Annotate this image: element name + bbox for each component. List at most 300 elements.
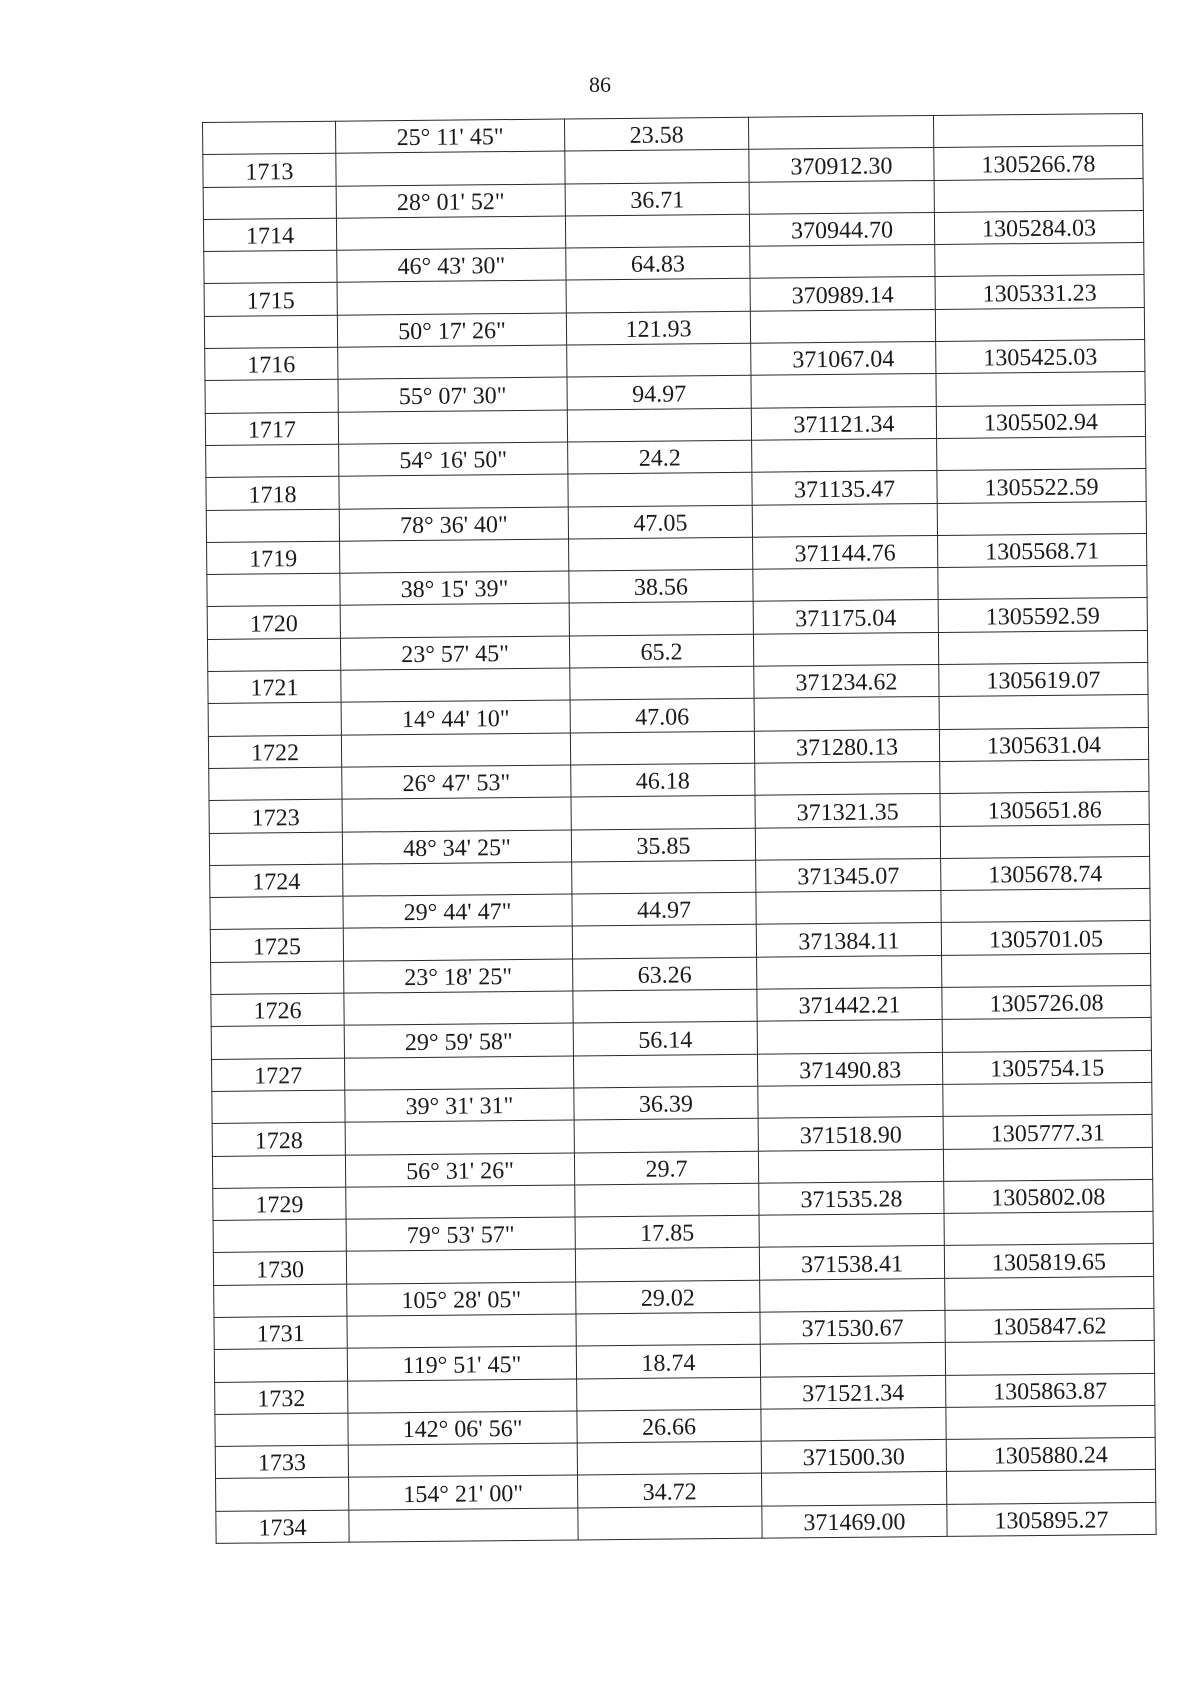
northing-cell xyxy=(753,535,938,569)
easting-cell-text: 1305619.07 xyxy=(986,667,1101,695)
northing-cell xyxy=(756,923,941,957)
distance-cell-text: 38.56 xyxy=(633,574,689,602)
easting-cell-text: 1305819.65 xyxy=(991,1249,1107,1277)
point-cell-text: 1717 xyxy=(247,417,297,444)
northing-cell xyxy=(757,1052,942,1086)
point-cell xyxy=(208,670,341,704)
easting-cell-text: 1305651.86 xyxy=(987,796,1102,825)
bearing-cell-text: 54° 16' 50" xyxy=(399,447,508,475)
bearing-cell xyxy=(341,733,570,767)
northing-cell xyxy=(754,664,939,698)
point-cell xyxy=(205,412,338,446)
easting-cell xyxy=(935,307,1144,341)
point-cell xyxy=(212,1122,345,1156)
point-cell xyxy=(204,283,337,317)
bearing-cell xyxy=(340,636,569,670)
bearing-cell xyxy=(338,377,567,411)
northing-cell xyxy=(760,1278,945,1312)
easting-cell xyxy=(937,436,1146,470)
bearing-cell xyxy=(343,862,572,896)
easting-cell xyxy=(942,1018,1151,1052)
distance-cell-text: 44.97 xyxy=(636,897,692,925)
northing-cell xyxy=(759,1181,944,1215)
distance-cell xyxy=(573,989,757,1023)
point-cell-text: 1730 xyxy=(255,1256,305,1284)
point-cell xyxy=(207,638,340,672)
northing-cell-text: 371144.76 xyxy=(794,540,896,568)
bearing-cell xyxy=(343,894,572,928)
distance-cell xyxy=(566,311,750,345)
easting-cell-text: 1305777.31 xyxy=(990,1119,1105,1147)
northing-cell xyxy=(750,245,935,279)
distance-cell-text: 29.7 xyxy=(645,1156,688,1183)
distance-cell xyxy=(567,376,751,410)
easting-cell xyxy=(941,889,1150,923)
northing-cell xyxy=(762,1504,947,1538)
easting-cell xyxy=(945,1341,1154,1375)
bearing-cell xyxy=(343,926,572,960)
distance-cell-text: 34.72 xyxy=(642,1479,697,1506)
easting-cell xyxy=(935,275,1144,309)
northing-cell xyxy=(752,503,937,537)
bearing-cell-text: 38° 15' 39" xyxy=(400,576,509,604)
distance-cell-text: 63.26 xyxy=(637,962,692,989)
northing-cell-text: 371135.47 xyxy=(793,475,896,503)
bearing-cell xyxy=(346,1185,575,1219)
distance-cell xyxy=(575,1183,759,1217)
bearing-cell-text: 142° 06' 56" xyxy=(402,1416,523,1444)
northing-cell xyxy=(751,342,936,376)
northing-cell-text: 371538.41 xyxy=(800,1251,904,1278)
point-cell xyxy=(205,347,338,381)
point-cell-text: 1720 xyxy=(249,610,298,638)
bearing-cell xyxy=(346,1217,575,1251)
northing-cell-text: 370989.14 xyxy=(791,282,894,310)
easting-cell xyxy=(944,1212,1153,1246)
easting-cell-text: 1305754.15 xyxy=(990,1055,1105,1083)
point-cell xyxy=(210,864,343,898)
bearing-cell xyxy=(340,571,569,605)
point-cell xyxy=(206,509,339,543)
bearing-cell-text: 78° 36' 40" xyxy=(399,511,508,539)
easting-cell xyxy=(946,1470,1155,1504)
northing-cell xyxy=(761,1375,946,1409)
northing-cell xyxy=(760,1343,945,1377)
distance-cell xyxy=(572,925,756,959)
bearing-cell xyxy=(337,313,566,347)
easting-cell xyxy=(938,566,1147,600)
point-cell-text: 1726 xyxy=(253,998,302,1025)
point-cell-text: 1713 xyxy=(245,158,294,186)
easting-cell xyxy=(934,146,1143,180)
point-cell xyxy=(203,186,336,220)
easting-cell xyxy=(938,598,1147,632)
point-cell xyxy=(207,573,340,607)
bearing-cell xyxy=(342,765,571,799)
easting-cell-text: 1305726.08 xyxy=(989,990,1104,1018)
easting-cell xyxy=(945,1276,1154,1310)
point-cell xyxy=(209,799,342,833)
point-cell xyxy=(211,961,344,995)
point-cell-text: 1731 xyxy=(256,1321,305,1348)
distance-cell-text: 29.02 xyxy=(640,1285,695,1312)
distance-cell xyxy=(568,473,752,507)
point-cell xyxy=(214,1348,347,1382)
northing-cell xyxy=(751,406,936,440)
bearing-cell xyxy=(345,1120,574,1154)
point-cell xyxy=(203,121,336,155)
easting-cell xyxy=(933,113,1142,147)
easting-cell-text: 1305678.74 xyxy=(988,861,1103,889)
northing-cell xyxy=(758,1117,943,1151)
bearing-cell xyxy=(339,474,568,508)
easting-cell-text: 1305802.08 xyxy=(991,1184,1106,1212)
easting-cell-text: 1305847.62 xyxy=(992,1313,1107,1341)
point-cell xyxy=(211,1025,344,1059)
bearing-cell xyxy=(348,1379,577,1413)
distance-cell xyxy=(564,117,748,151)
point-cell xyxy=(216,1478,349,1512)
bearing-cell-text: 39° 31' 31" xyxy=(405,1093,514,1121)
point-cell xyxy=(215,1381,348,1415)
distance-cell xyxy=(567,408,751,442)
bearing-cell-text: 23° 57' 45" xyxy=(401,641,510,669)
northing-cell xyxy=(758,1084,943,1118)
northing-cell-text: 371280.13 xyxy=(795,734,899,762)
easting-cell xyxy=(944,1179,1153,1213)
distance-cell xyxy=(576,1344,760,1378)
northing-cell xyxy=(759,1246,944,1280)
distance-cell-text: 36.39 xyxy=(638,1091,694,1119)
easting-cell xyxy=(938,533,1147,567)
bearing-cell xyxy=(340,539,569,573)
easting-cell xyxy=(942,1050,1151,1084)
bearing-cell xyxy=(335,119,564,153)
easting-cell-text: 1305568.71 xyxy=(985,538,1100,566)
point-cell xyxy=(209,767,342,801)
bearing-cell xyxy=(336,216,565,250)
point-cell xyxy=(208,703,341,737)
bearing-cell-text: 14° 44' 10" xyxy=(401,705,510,733)
distance-cell xyxy=(575,1248,759,1282)
bearing-cell-text: 50° 17' 26" xyxy=(398,318,507,346)
distance-cell xyxy=(574,1151,758,1185)
northing-cell xyxy=(752,471,937,505)
distance-cell xyxy=(570,699,754,733)
northing-cell xyxy=(749,148,934,182)
easting-cell xyxy=(947,1502,1156,1536)
easting-cell-text: 1305502.94 xyxy=(983,409,1099,437)
northing-cell xyxy=(762,1472,947,1506)
northing-cell xyxy=(755,826,940,860)
distance-cell-text: 47.05 xyxy=(633,510,688,537)
point-cell-text: 1721 xyxy=(250,675,299,702)
easting-cell xyxy=(939,695,1148,729)
easting-cell xyxy=(943,1147,1152,1181)
northing-cell-text: 371321.35 xyxy=(796,798,899,826)
northing-cell xyxy=(757,1020,942,1054)
point-cell-text: 1716 xyxy=(247,352,296,379)
northing-cell xyxy=(756,891,941,925)
northing-cell xyxy=(758,1149,943,1183)
easting-cell-text: 1305895.27 xyxy=(994,1507,1109,1535)
northing-cell xyxy=(748,115,933,149)
northing-cell xyxy=(759,1214,944,1248)
distance-cell xyxy=(575,1215,759,1249)
northing-cell xyxy=(754,697,939,731)
easting-cell xyxy=(934,178,1143,212)
point-cell xyxy=(214,1284,347,1318)
bearing-cell xyxy=(342,830,571,864)
point-cell xyxy=(208,735,341,769)
easting-cell-text: 1305863.87 xyxy=(993,1378,1108,1406)
point-cell-text: 1733 xyxy=(257,1450,307,1477)
distance-cell xyxy=(577,1377,761,1411)
northing-cell xyxy=(751,374,936,408)
easting-cell-text: 1305880.24 xyxy=(993,1442,1108,1470)
easting-cell xyxy=(946,1405,1155,1439)
easting-cell-text: 1305284.03 xyxy=(981,215,1097,243)
easting-cell-text: 1305701.05 xyxy=(988,926,1104,954)
distance-cell xyxy=(571,795,755,829)
easting-cell xyxy=(941,921,1150,955)
distance-cell xyxy=(576,1312,760,1346)
distance-cell-text: 36.71 xyxy=(630,187,685,214)
point-cell xyxy=(213,1252,346,1286)
point-cell xyxy=(209,832,342,866)
point-cell xyxy=(207,541,340,575)
distance-cell xyxy=(574,1118,758,1152)
northing-cell xyxy=(755,794,940,828)
point-cell xyxy=(215,1445,348,1479)
point-cell-text: 1714 xyxy=(245,223,295,250)
bearing-cell xyxy=(337,248,566,282)
point-cell xyxy=(212,1090,345,1124)
bearing-cell xyxy=(347,1346,576,1380)
bearing-cell-text: 29° 44' 47" xyxy=(403,899,512,927)
distance-cell xyxy=(569,602,753,636)
point-cell-text: 1732 xyxy=(257,1385,306,1413)
point-cell xyxy=(216,1510,349,1544)
northing-cell-text: 371535.28 xyxy=(800,1186,903,1214)
point-cell-text: 1724 xyxy=(252,869,301,896)
distance-cell xyxy=(567,343,751,377)
easting-cell-text: 1305331.23 xyxy=(982,280,1097,308)
point-cell xyxy=(203,154,336,188)
point-cell xyxy=(204,250,337,284)
distance-cell xyxy=(565,150,749,184)
northing-cell-text: 371175.04 xyxy=(795,605,897,633)
bearing-cell xyxy=(347,1314,576,1348)
easting-cell xyxy=(943,1115,1152,1149)
northing-cell xyxy=(761,1407,946,1441)
northing-cell-text: 371234.62 xyxy=(795,669,898,697)
point-cell-text: 1715 xyxy=(246,287,295,315)
bearing-cell-text: 23° 18' 25" xyxy=(404,964,513,992)
distance-cell xyxy=(577,1409,761,1443)
distance-cell xyxy=(566,279,750,313)
bearing-cell xyxy=(336,151,565,185)
point-cell xyxy=(213,1187,346,1221)
distance-cell xyxy=(572,860,756,894)
point-cell-text: 1727 xyxy=(254,1062,303,1090)
distance-cell-text: 56.14 xyxy=(638,1026,693,1054)
northing-cell-text: 371384.11 xyxy=(798,928,900,956)
easting-cell xyxy=(946,1438,1155,1472)
distance-cell-text: 23.58 xyxy=(629,122,684,150)
point-cell xyxy=(211,1058,344,1092)
bearing-cell xyxy=(337,280,566,314)
northing-cell-text: 370944.70 xyxy=(790,217,894,245)
bearing-cell-text: 105° 28' 05" xyxy=(401,1286,522,1315)
point-cell-text: 1719 xyxy=(249,546,298,573)
easting-cell-text: 1305592.59 xyxy=(985,603,1100,631)
survey-coordinates-table xyxy=(202,113,1157,1544)
point-cell xyxy=(210,896,343,930)
bearing-cell xyxy=(344,1023,573,1057)
point-cell xyxy=(212,1155,345,1189)
northing-cell xyxy=(750,277,935,311)
bearing-cell-text: 119° 51' 45" xyxy=(402,1351,522,1379)
easting-cell-text: 1305522.59 xyxy=(984,473,1099,502)
distance-cell xyxy=(568,440,752,474)
distance-cell xyxy=(573,957,757,991)
northing-cell-text: 370912.30 xyxy=(790,152,893,180)
northing-cell-text: 371469.00 xyxy=(803,1509,906,1537)
easting-cell xyxy=(939,727,1148,761)
bearing-cell-text: 56° 31' 26" xyxy=(406,1157,515,1185)
easting-cell xyxy=(936,340,1145,374)
easting-cell xyxy=(935,243,1144,277)
bearing-cell xyxy=(344,959,573,993)
bearing-cell xyxy=(347,1282,576,1316)
distance-cell xyxy=(573,1054,757,1088)
northing-cell xyxy=(756,858,941,892)
easting-cell xyxy=(940,759,1149,793)
distance-cell-text: 94.97 xyxy=(632,381,687,408)
bearing-cell xyxy=(349,1475,578,1509)
easting-cell xyxy=(941,856,1150,890)
bearing-cell xyxy=(345,1152,574,1186)
northing-cell-text: 371521.34 xyxy=(802,1380,905,1408)
distance-cell xyxy=(569,537,753,571)
northing-cell xyxy=(749,212,934,246)
point-cell-text: 1728 xyxy=(254,1127,303,1155)
distance-cell xyxy=(571,763,755,797)
point-cell xyxy=(204,315,337,349)
table-body xyxy=(203,113,1157,1543)
bearing-cell xyxy=(348,1411,577,1445)
point-cell-text: 1729 xyxy=(255,1192,304,1219)
distance-cell-text: 17.85 xyxy=(640,1220,695,1248)
easting-cell xyxy=(940,824,1149,858)
bearing-cell xyxy=(349,1508,578,1542)
easting-cell xyxy=(937,501,1146,535)
northing-cell-text: 371345.07 xyxy=(797,863,900,891)
northing-cell-text: 371500.30 xyxy=(802,1444,905,1472)
distance-cell xyxy=(565,182,749,216)
bearing-cell xyxy=(341,668,570,702)
bearing-cell-text: 55° 07' 30" xyxy=(398,382,507,410)
bearing-cell xyxy=(339,507,568,541)
point-cell xyxy=(206,444,339,478)
distance-cell xyxy=(576,1280,760,1314)
point-cell-text: 1725 xyxy=(252,933,302,961)
easting-cell xyxy=(937,469,1146,503)
distance-cell-text: 26.66 xyxy=(641,1414,697,1442)
distance-cell-text: 35.85 xyxy=(636,833,691,860)
easting-cell-text: 1305266.78 xyxy=(981,151,1096,179)
distance-cell-text: 24.2 xyxy=(638,445,681,473)
distance-cell xyxy=(574,1086,758,1120)
distance-cell-text: 121.93 xyxy=(625,316,692,344)
easting-cell xyxy=(940,792,1149,826)
northing-cell xyxy=(760,1310,945,1344)
distance-cell xyxy=(569,569,753,603)
point-cell xyxy=(215,1413,348,1447)
northing-cell-text: 371067.04 xyxy=(792,346,895,374)
northing-cell xyxy=(755,761,940,795)
distance-cell xyxy=(578,1506,762,1540)
easting-cell-text: 1305631.04 xyxy=(986,732,1102,760)
easting-cell xyxy=(942,985,1151,1019)
point-cell xyxy=(206,476,339,510)
easting-cell xyxy=(938,630,1147,664)
point-cell xyxy=(211,993,344,1027)
distance-cell-text: 46.18 xyxy=(635,768,690,796)
easting-cell xyxy=(944,1244,1153,1278)
distance-cell xyxy=(565,214,749,248)
northing-cell xyxy=(761,1440,946,1474)
bearing-cell-text: 28° 01' 52" xyxy=(396,188,505,217)
distance-cell xyxy=(569,634,753,668)
easting-cell xyxy=(945,1308,1154,1342)
bearing-cell-text: 26° 47' 53" xyxy=(402,770,511,798)
northing-cell xyxy=(754,729,939,763)
easting-cell xyxy=(943,1082,1152,1116)
bearing-cell xyxy=(344,1056,573,1090)
easting-cell xyxy=(936,404,1145,438)
northing-cell-text: 371530.67 xyxy=(801,1315,904,1343)
distance-cell xyxy=(566,246,750,280)
bearing-cell xyxy=(344,991,573,1025)
distance-cell-text: 64.83 xyxy=(630,251,686,279)
bearing-cell xyxy=(339,442,568,476)
bearing-cell-text: 48° 34' 25" xyxy=(403,834,511,862)
bearing-cell xyxy=(342,797,571,831)
point-cell-text: 1718 xyxy=(248,481,297,509)
northing-cell-text: 371442.21 xyxy=(798,992,901,1020)
easting-cell xyxy=(946,1373,1155,1407)
bearing-cell-text: 154° 21' 00" xyxy=(403,1480,524,1508)
distance-cell xyxy=(573,1022,757,1056)
northing-cell xyxy=(757,987,942,1021)
point-cell-text: 1722 xyxy=(250,740,300,767)
northing-cell xyxy=(753,600,938,634)
point-cell xyxy=(213,1219,346,1253)
bearing-cell xyxy=(338,410,567,444)
distance-cell xyxy=(570,666,754,700)
bearing-cell xyxy=(348,1443,577,1477)
easting-cell-text: 1305425.03 xyxy=(983,344,1098,372)
northing-cell xyxy=(752,438,937,472)
distance-cell xyxy=(571,828,755,862)
page-number: 86 xyxy=(589,72,611,97)
distance-cell xyxy=(578,1474,762,1508)
bearing-cell xyxy=(346,1249,575,1283)
distance-cell-text: 47.06 xyxy=(635,703,690,731)
bearing-cell xyxy=(345,1088,574,1122)
